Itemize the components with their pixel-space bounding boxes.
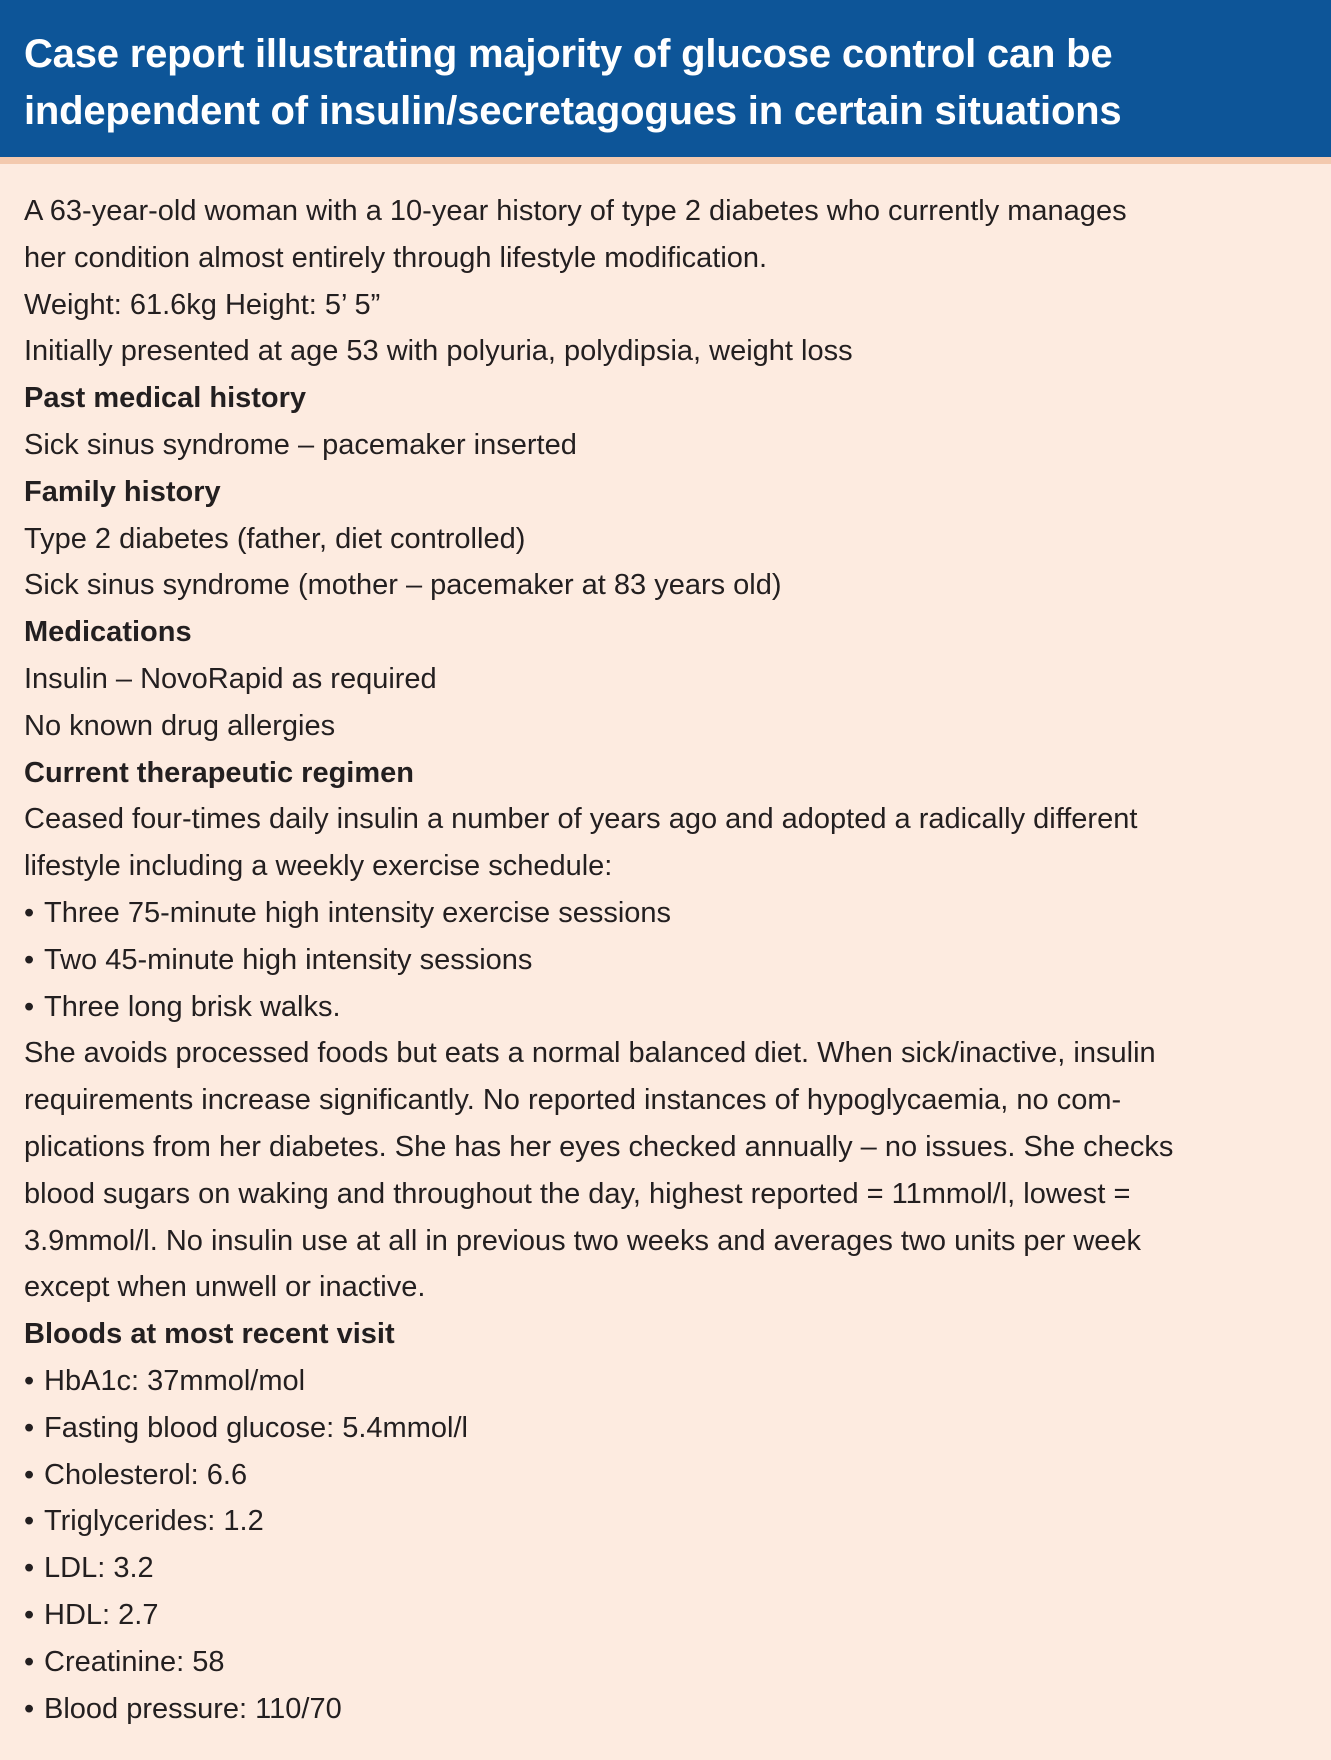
section-heading: Family history: [24, 475, 221, 508]
body-text-line: A 63-year-old woman with a 10-year history of type 2 diabetes who currently manages: [24, 195, 1127, 227]
bullet-dot-icon: •: [24, 896, 35, 929]
case-report-body: [24, 188, 1314, 1732]
body-text-line: No known drug allergies: [24, 709, 336, 742]
bullet-dot-icon: •: [24, 1692, 35, 1725]
bullet-text: Cholesterol: 6.6: [44, 1458, 248, 1491]
section-heading: Medications: [24, 616, 192, 649]
title-line-1: Case report illustrating majority of glucose control can be: [24, 32, 1113, 76]
body-text-line: Initially presented at age 53 with polyuria, polydipsia, weight loss: [24, 335, 853, 368]
bullet-item: [24, 1545, 1314, 1592]
bullet-text: HDL: 2.7: [44, 1598, 159, 1631]
bullet-dot-icon: •: [24, 1364, 35, 1397]
bullet-dot-icon: •: [24, 1505, 35, 1538]
bullet-text: Two 45-minute high intensity sessions: [44, 943, 533, 976]
bullet-text: LDL: 3.2: [44, 1552, 154, 1585]
bullet-item: [24, 984, 1314, 1031]
section-heading: Bloods at most recent visit: [24, 1318, 395, 1351]
bullet-text: Blood pressure: 110/70: [44, 1692, 342, 1725]
bullet-dot-icon: •: [24, 1458, 35, 1491]
body-text-line: lifestyle including a weekly exercise schedule:: [24, 850, 613, 883]
body-text-line: her condition almost entirely through lifestyle modification.: [24, 241, 768, 274]
bullet-dot-icon: •: [24, 1552, 35, 1585]
bullet-dot-icon: •: [24, 990, 35, 1023]
body-text-line: blood sugars on waking and throughout the day, highest reported = 11mmol/l, lowest =: [24, 1177, 1131, 1210]
bullet-item: [24, 1592, 1314, 1639]
bullet-item: [24, 1405, 1314, 1452]
bullet-item: [24, 1686, 1314, 1733]
bullet-text: Three long brisk walks.: [44, 990, 341, 1023]
bullet-text: Three 75-minute high intensity exercise sessions: [44, 896, 672, 929]
header-divider: [0, 157, 1331, 164]
section-heading: Current therapeutic regimen: [24, 756, 414, 789]
case-report-header: [0, 0, 1331, 157]
body-text-line: Sick sinus syndrome (mother – pacemaker at 83 years old): [24, 569, 782, 602]
bullet-text: Triglycerides: 1.2: [44, 1505, 264, 1538]
bullet-item: [24, 1498, 1314, 1545]
section-heading: Past medical history: [24, 382, 307, 415]
body-text-line: Insulin – NovoRapid as required: [24, 662, 437, 695]
body-text-line: except when unwell or inactive.: [24, 1271, 426, 1304]
bullet-item: [24, 937, 1314, 984]
body-text-line: Weight: 61.6kg Height: 5’ 5”: [24, 288, 381, 321]
bullet-item: [24, 1639, 1314, 1686]
title-line-2: independent of insulin/secretagogues in certain situations: [24, 89, 1122, 133]
bullet-dot-icon: •: [24, 1645, 35, 1678]
bullet-item: [24, 1452, 1314, 1499]
bullet-text: HbA1c: 37mmol/mol: [44, 1364, 306, 1397]
body-text-line: requirements increase significantly. No reported instances of hypoglycaemia, no com-: [24, 1084, 1122, 1117]
body-text-line: Sick sinus syndrome – pacemaker inserted: [24, 428, 577, 461]
bullet-text: Creatinine: 58: [44, 1645, 225, 1678]
bullet-item: [24, 890, 1314, 937]
bullet-dot-icon: •: [24, 943, 35, 976]
bullet-item: [24, 1358, 1314, 1405]
bullet-text: Fasting blood glucose: 5.4mmol/l: [44, 1411, 468, 1444]
body-text-line: She avoids processed foods but eats a normal balanced diet. When sick/inactive, insulin: [24, 1037, 1156, 1070]
body-text-line: plications from her diabetes. She has her eyes checked annually – no issues. She checks: [24, 1130, 1174, 1163]
body-text-line: 3.9mmol/l. No insulin use at all in previous two weeks and averages two units per week: [24, 1224, 1142, 1257]
body-text-line: Type 2 diabetes (father, diet controlled): [24, 522, 526, 555]
bullet-dot-icon: •: [24, 1411, 35, 1444]
bullet-dot-icon: •: [24, 1598, 35, 1631]
body-text-line: Ceased four-times daily insulin a number of years ago and adopted a radically different: [24, 803, 1138, 836]
